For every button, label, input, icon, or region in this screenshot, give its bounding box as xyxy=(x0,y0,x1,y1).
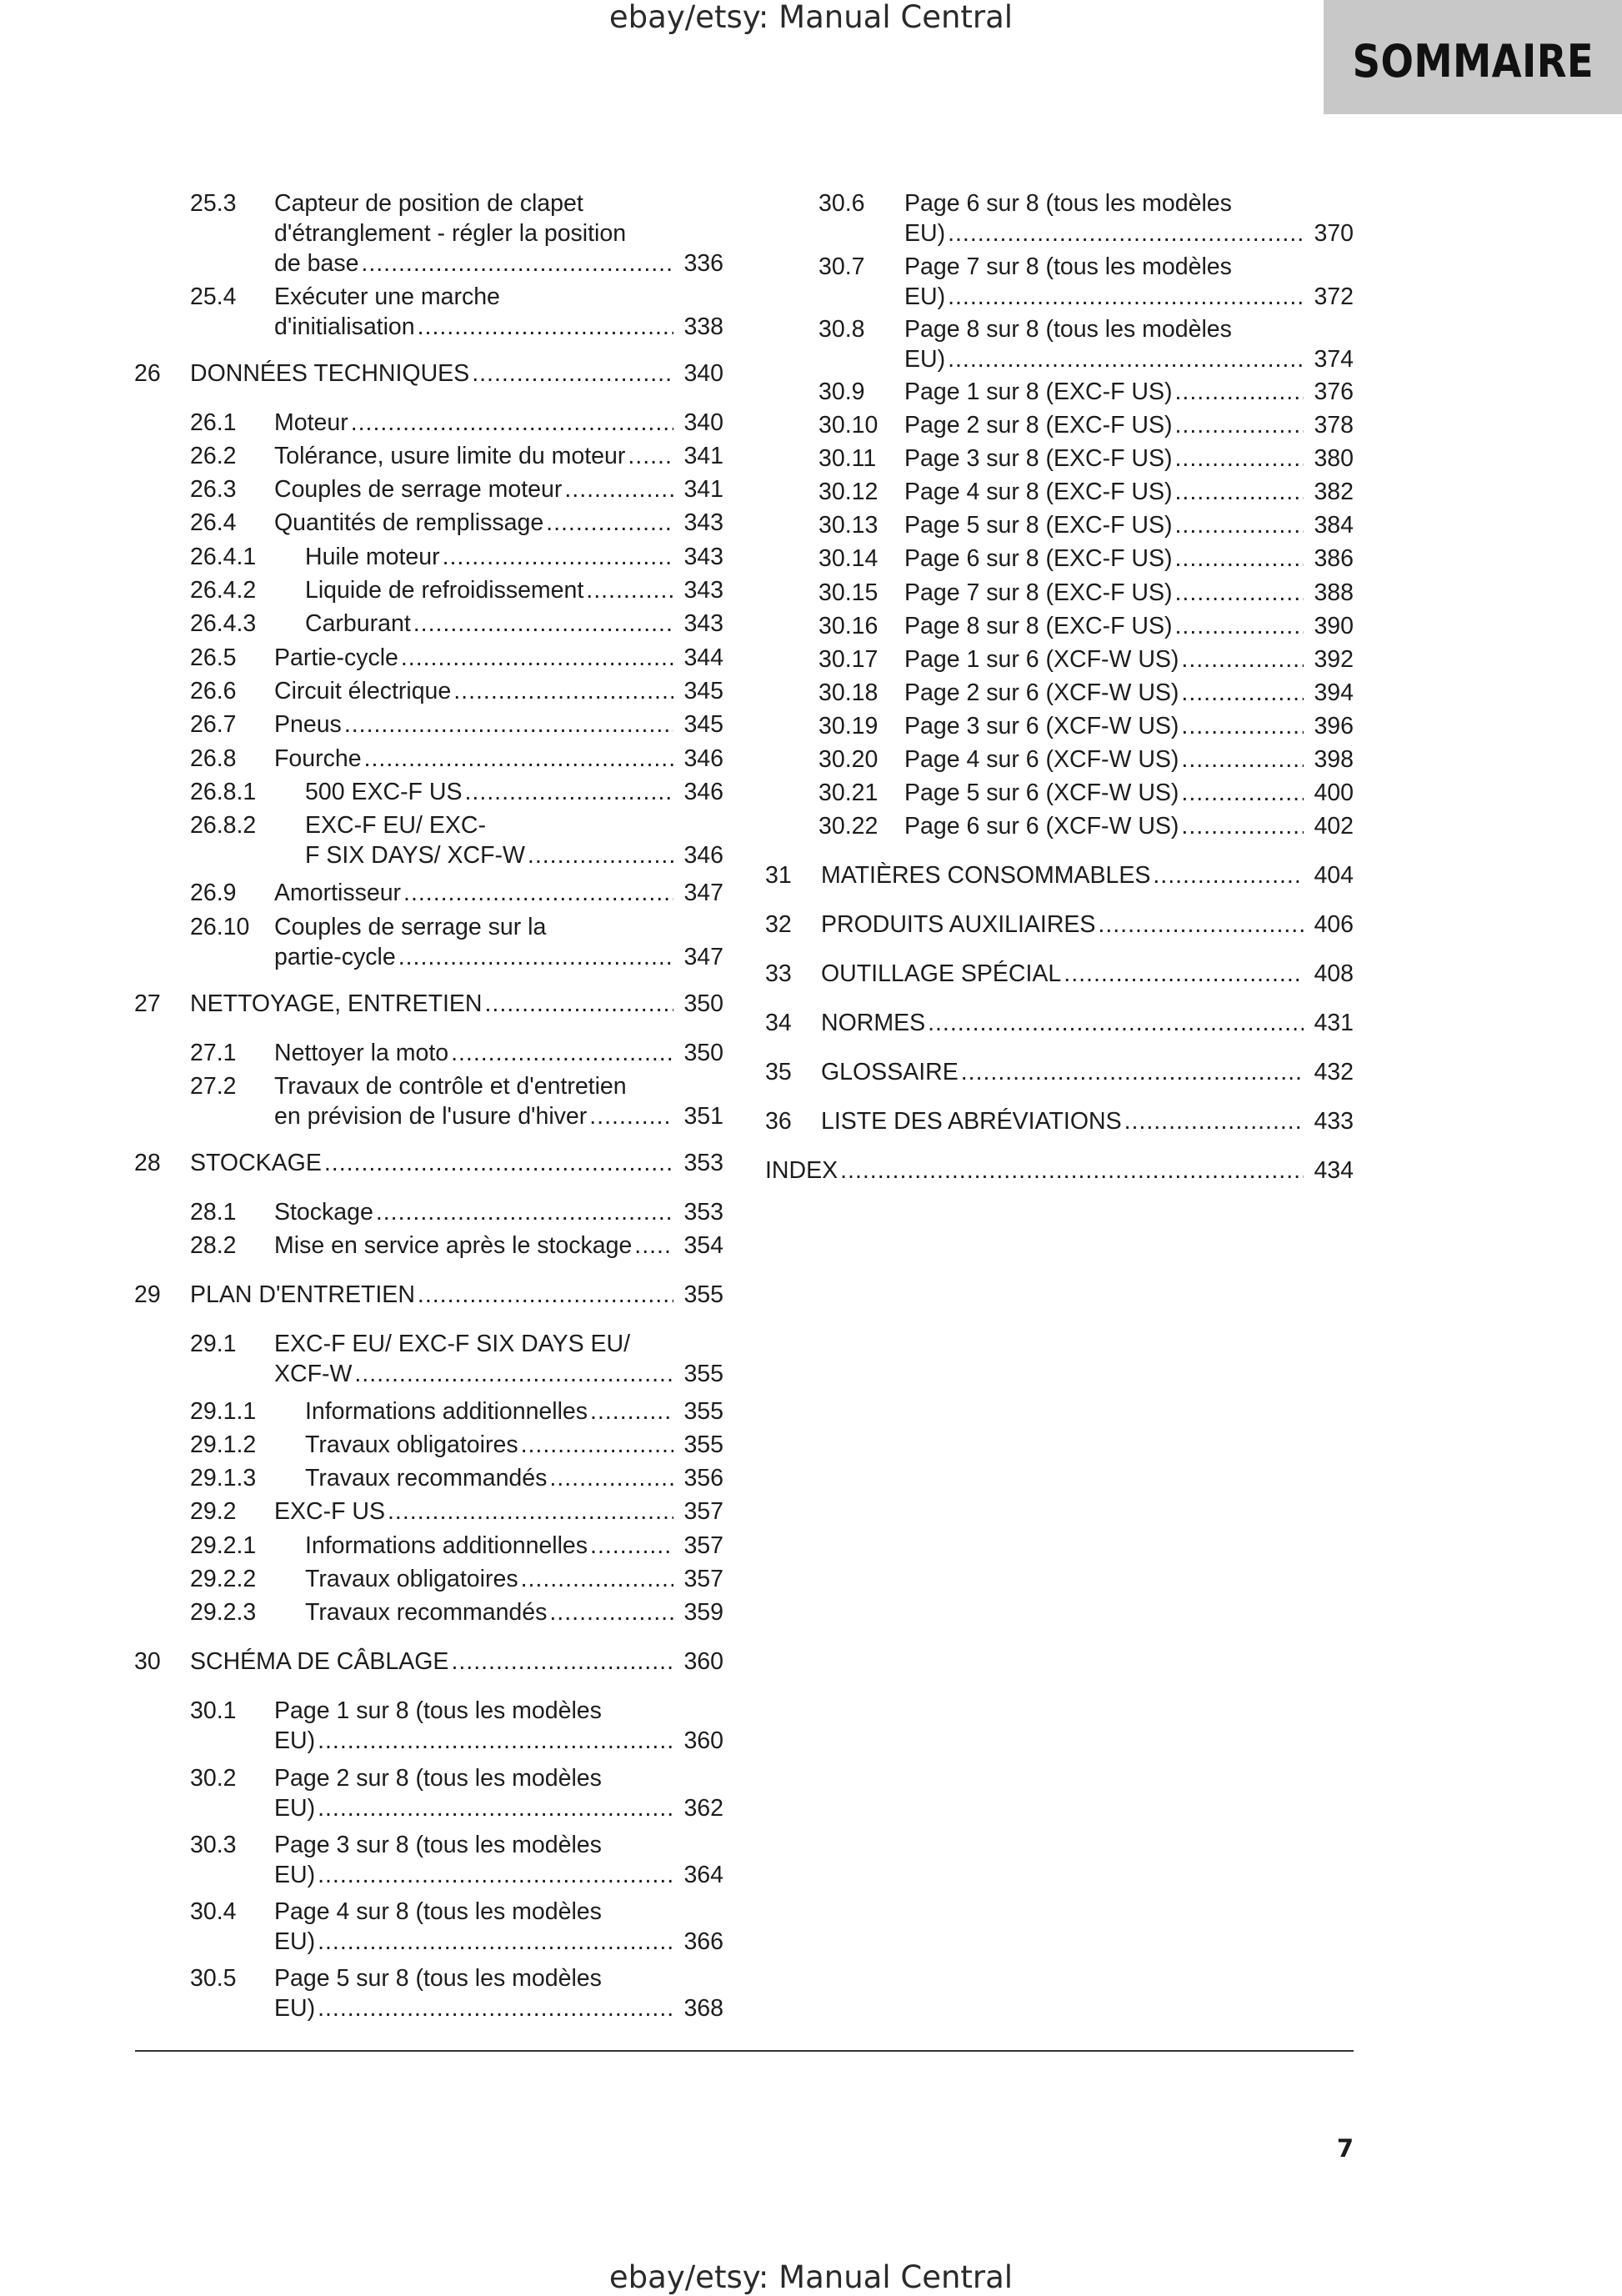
dot-leader xyxy=(840,1156,1304,1186)
dot-leader xyxy=(1175,611,1304,641)
toc-entry-title: EU) xyxy=(274,1928,316,1955)
toc-entry-number: 26 xyxy=(134,360,161,387)
toc-page-number: 357 xyxy=(683,1498,723,1525)
toc-section-entry xyxy=(819,678,1354,708)
toc-entry-title: en prévision de l'usure d'hiver xyxy=(274,1103,588,1130)
toc-page-number: 341 xyxy=(683,476,723,503)
toc-entry-title: F SIX DAYS/ XCF-W xyxy=(305,842,525,869)
toc-entry-title: EU) xyxy=(274,1727,316,1754)
toc-entry-title: Page 2 sur 6 (XCF-W US) xyxy=(904,679,1179,706)
toc-entry-number: 29.2.1 xyxy=(190,1532,257,1559)
toc-entry-number: 33 xyxy=(765,960,792,987)
toc-page-number: 356 xyxy=(683,1465,723,1491)
toc-entry-number: 30.17 xyxy=(819,646,879,673)
toc-page-number: 338 xyxy=(683,313,723,340)
toc-entry-title: Informations additionnelles xyxy=(305,1532,588,1559)
toc-entry-title: Exécuter une marche xyxy=(274,283,500,310)
toc-page-number: 336 xyxy=(683,250,723,277)
toc-entry-number: 29.2 xyxy=(190,1498,237,1525)
toc-page-number: 343 xyxy=(683,544,723,570)
toc-entry-title: Capteur de position de clapet xyxy=(274,190,583,217)
toc-page-number: 396 xyxy=(1314,713,1354,739)
toc-section-entry xyxy=(819,477,1354,507)
toc-entry-number: 26.2 xyxy=(190,443,237,469)
dot-leader xyxy=(928,1008,1304,1038)
dot-leader xyxy=(1175,410,1304,440)
toc-page-number: 343 xyxy=(683,577,723,604)
toc-page-number: 350 xyxy=(683,990,723,1017)
toc-entry-title: PRODUITS AUXILIAIRES xyxy=(821,911,1096,938)
toc-page-number: 355 xyxy=(683,1361,723,1387)
dot-leader xyxy=(1064,959,1304,989)
toc-entry-title: EU) xyxy=(904,346,946,373)
toc-entry-title: EU) xyxy=(904,220,946,247)
toc-chapter-entry xyxy=(765,1156,1354,1186)
toc-entry-title: GLOSSAIRE xyxy=(821,1059,959,1085)
toc-page-number: 355 xyxy=(683,1431,723,1458)
toc-entry-title: Moteur xyxy=(274,409,348,436)
toc-entry-title: EXC-F EU/ EXC-F SIX DAYS EU/ xyxy=(274,1331,631,1357)
toc-entry-number: 30.13 xyxy=(819,512,879,539)
section-title: SOMMAIRE xyxy=(1352,35,1594,88)
toc-page-number: 357 xyxy=(683,1566,723,1592)
toc-entry-number: 30.5 xyxy=(190,1965,237,1992)
toc-entry-title: Page 4 sur 6 (XCF-W US) xyxy=(904,746,1179,773)
toc-section-entry xyxy=(819,811,1354,841)
toc-entry-number: 26.8.1 xyxy=(190,779,257,805)
toc-entry-title: Couples de serrage moteur xyxy=(274,476,563,503)
toc-page-number: 374 xyxy=(1314,346,1354,373)
toc-entry-number: 30.20 xyxy=(819,746,879,773)
toc-entry-number: 36 xyxy=(765,1108,792,1135)
toc-entry-title: Travaux recommandés xyxy=(305,1599,548,1626)
toc-entry-title: Liquide de refroidissement xyxy=(305,577,584,604)
toc-page-number: 386 xyxy=(1314,545,1354,572)
toc-entry-title: Page 5 sur 8 (tous les modèles xyxy=(274,1965,602,1992)
toc-entry-number: 35 xyxy=(765,1059,792,1085)
toc-entry-title: Travaux obligatoires xyxy=(305,1431,518,1458)
dot-leader xyxy=(1175,477,1304,507)
toc-entry-title: Page 3 sur 6 (XCF-W US) xyxy=(904,713,1179,739)
toc-entry-number: 28.1 xyxy=(190,1199,237,1226)
dot-leader xyxy=(1153,860,1304,890)
toc-page-number: 360 xyxy=(683,1727,723,1754)
toc-page-number: 408 xyxy=(1314,960,1354,987)
toc-entry-number: 28.2 xyxy=(190,1232,237,1259)
toc-entry-title: Page 1 sur 8 (EXC-F US) xyxy=(904,378,1173,405)
toc-entry-number: 29.1.2 xyxy=(190,1431,257,1458)
toc-entry-number: 26.4.1 xyxy=(190,544,257,570)
toc-page-number: 344 xyxy=(683,644,723,671)
watermark-bottom: ebay/etsy: Manual Central xyxy=(608,2259,1014,2295)
toc-entry-number: 30.11 xyxy=(819,445,877,472)
toc-entry-title: Page 4 sur 8 (tous les modèles xyxy=(274,1898,602,1925)
toc-page-number: 384 xyxy=(1314,512,1354,539)
toc-entry-title: de base xyxy=(274,250,359,277)
toc-entry-title: Quantités de remplissage xyxy=(274,509,544,536)
toc-entry-title: PLAN D'ENTRETIEN xyxy=(190,1281,415,1308)
toc-entry-title: MATIÈRES CONSOMMABLES xyxy=(821,862,1151,889)
toc-entry-title: EU) xyxy=(904,283,946,310)
toc-page-number: 398 xyxy=(1314,746,1354,773)
toc-page-number: 345 xyxy=(683,711,723,738)
toc-entry-title: Page 1 sur 6 (XCF-W US) xyxy=(904,646,1179,673)
toc-page-number: 347 xyxy=(683,944,723,970)
dot-leader xyxy=(1124,1106,1304,1136)
dot-leader xyxy=(1181,644,1304,674)
toc-entry-number: 26.9 xyxy=(190,880,237,906)
toc-entry-title: Fourche xyxy=(274,745,362,772)
toc-entry-title: XCF-W xyxy=(274,1361,353,1387)
toc-entry-title: Page 4 sur 8 (EXC-F US) xyxy=(904,479,1173,505)
toc-entry-number: 30.9 xyxy=(819,378,865,405)
toc-entry-number: 26.4 xyxy=(190,509,237,536)
toc-section-entry xyxy=(819,188,1354,248)
toc-entry-title: Page 7 sur 8 (EXC-F US) xyxy=(904,579,1173,606)
toc-section-entry xyxy=(819,578,1354,608)
dot-leader xyxy=(1181,744,1304,775)
toc-page-number: 431 xyxy=(1314,1010,1354,1036)
dot-leader xyxy=(1175,377,1304,407)
toc-section-entry xyxy=(819,544,1354,574)
toc-entry-title: Couples de serrage sur la xyxy=(274,914,547,940)
toc-entry-title: EU) xyxy=(274,1795,316,1822)
toc-entry-title: Page 7 sur 8 (tous les modèles xyxy=(904,253,1232,280)
toc-section-entry xyxy=(819,744,1354,775)
toc-entry-number: 29.1.3 xyxy=(190,1465,257,1491)
toc-page-number: 355 xyxy=(683,1398,723,1425)
toc-page-number: 340 xyxy=(683,409,723,436)
toc-entry-title: Travaux recommandés xyxy=(305,1465,548,1491)
toc-entry-number: 30.6 xyxy=(819,190,865,217)
toc-entry-number: 26.8.2 xyxy=(190,812,257,839)
dot-leader xyxy=(1175,578,1304,608)
toc-entry-number: 27 xyxy=(134,990,161,1017)
toc-entry-title: Huile moteur xyxy=(305,544,440,570)
toc-entry-title: Page 8 sur 8 (EXC-F US) xyxy=(904,613,1173,639)
dot-leader xyxy=(948,344,1304,374)
toc-page-number: 368 xyxy=(683,1995,723,2022)
toc-page-number: 347 xyxy=(683,880,723,906)
toc-entry-title: Page 2 sur 8 (tous les modèles xyxy=(274,1765,602,1792)
toc-entry-title: Page 3 sur 8 (EXC-F US) xyxy=(904,445,1173,472)
toc-chapter-entry xyxy=(765,860,1354,890)
toc-entry-number: 26.1 xyxy=(190,409,237,436)
toc-page-number: 340 xyxy=(683,360,723,387)
toc-entry-title: partie-cycle xyxy=(274,944,396,970)
toc-page-number: 345 xyxy=(683,678,723,704)
toc-entry-title: Page 3 sur 8 (tous les modèles xyxy=(274,1832,602,1858)
toc-page-number: 433 xyxy=(1314,1108,1354,1135)
toc-entry-number: 30.18 xyxy=(819,679,879,706)
toc-page-number: 355 xyxy=(683,1281,723,1308)
toc-entry-number: 25.3 xyxy=(190,190,237,217)
page-number: 7 xyxy=(1336,2134,1354,2163)
toc-chapter-entry xyxy=(765,1057,1354,1087)
toc-entry-number: 29.2.2 xyxy=(190,1566,257,1592)
toc-entry-title: INDEX xyxy=(765,1157,839,1184)
toc-entry-title: DONNÉES TECHNIQUES xyxy=(190,360,470,387)
toc-page-number: 343 xyxy=(683,509,723,536)
toc-entry-title: 500 EXC-F US xyxy=(305,779,463,805)
toc-page-number: 370 xyxy=(1314,220,1354,247)
toc-entry-number: 30.2 xyxy=(190,1765,237,1792)
toc-page-number: 404 xyxy=(1314,862,1354,889)
toc-entry-number: 30.19 xyxy=(819,713,879,739)
toc-page-number: 394 xyxy=(1314,679,1354,706)
toc-entry-number: 27.2 xyxy=(190,1073,237,1100)
dot-leader xyxy=(948,218,1304,248)
toc-chapter-entry xyxy=(765,910,1354,940)
toc-page-number: 346 xyxy=(683,842,723,869)
toc-entry-title: Page 6 sur 8 (EXC-F US) xyxy=(904,545,1173,572)
toc-entry-title: Amortisseur xyxy=(274,880,402,906)
dot-leader xyxy=(1181,778,1304,808)
toc-entry-title: LISTE DES ABRÉVIATIONS xyxy=(821,1108,1122,1135)
toc-entry-title: Page 6 sur 8 (tous les modèles xyxy=(904,190,1232,217)
toc-page-number: 380 xyxy=(1314,445,1354,472)
toc-entry-title: Carburant xyxy=(305,610,411,637)
toc-section-entry xyxy=(819,510,1354,540)
toc-entry-title: EU) xyxy=(274,1862,316,1888)
toc-entry-title: EU) xyxy=(274,1995,316,2022)
toc-entry-title: OUTILLAGE SPÉCIAL xyxy=(821,960,1062,987)
toc-entry-title: Partie-cycle xyxy=(274,644,398,671)
toc-entry-title: Mise en service après le stockage xyxy=(274,1232,633,1259)
toc-entry-number: 30.21 xyxy=(819,780,879,806)
toc-entry-title: Travaux obligatoires xyxy=(305,1566,518,1592)
dot-leader xyxy=(961,1057,1304,1087)
toc-entry-number: 34 xyxy=(765,1010,792,1036)
toc-entry-title: EXC-F US xyxy=(274,1498,386,1525)
toc-entry-number: 26.5 xyxy=(190,644,237,671)
toc-page-number: 346 xyxy=(683,745,723,772)
footer-divider xyxy=(135,2050,1354,2052)
dot-leader xyxy=(1175,510,1304,540)
toc-entry-number: 30.4 xyxy=(190,1898,237,1925)
toc-entry-number: 29.1 xyxy=(190,1331,237,1357)
toc-page-number: 357 xyxy=(683,1532,723,1559)
toc-entry-number: 30.15 xyxy=(819,579,879,606)
toc-page-number: 392 xyxy=(1314,646,1354,673)
toc-entry-title: Page 8 sur 8 (tous les modèles xyxy=(904,316,1232,343)
toc-page-number: 346 xyxy=(683,779,723,805)
toc-page-number: 351 xyxy=(683,1103,723,1130)
toc-page-number: 359 xyxy=(683,1599,723,1626)
toc-entry-number: 30.3 xyxy=(190,1832,237,1858)
toc-entry-title: Pneus xyxy=(274,711,342,738)
dot-leader xyxy=(1181,711,1304,741)
toc-section-entry xyxy=(819,314,1354,374)
dot-leader xyxy=(1181,811,1304,841)
toc-entry-title: Page 1 sur 8 (tous les modèles xyxy=(274,1697,602,1724)
toc-page-number: 362 xyxy=(683,1795,723,1822)
toc-page-number: 372 xyxy=(1314,283,1354,310)
toc-page-number: 400 xyxy=(1314,780,1354,806)
toc-page-number: 360 xyxy=(683,1648,723,1675)
toc-page-number: 388 xyxy=(1314,579,1354,606)
toc-entry-number: 31 xyxy=(765,862,792,889)
toc-section-entry xyxy=(819,444,1354,474)
toc-entry-number: 26.7 xyxy=(190,711,237,738)
toc-page-number: 434 xyxy=(1314,1157,1354,1184)
toc-section-entry xyxy=(819,644,1354,674)
toc-page-number: 366 xyxy=(683,1928,723,1955)
toc-entry-number: 26.6 xyxy=(190,678,237,704)
toc-entry-title: Tolérance, usure limite du moteur xyxy=(274,443,626,469)
toc-entry-number: 25.4 xyxy=(190,283,237,310)
toc-entry-number: 30.12 xyxy=(819,479,879,505)
toc-entry-number: 29.2.3 xyxy=(190,1599,257,1626)
toc-entry-number: 30.10 xyxy=(819,412,879,439)
toc-entry-title: NORMES xyxy=(821,1010,926,1036)
toc-chapter-entry xyxy=(765,1106,1354,1136)
toc-entry-number: 30.1 xyxy=(190,1697,237,1724)
toc-entry-title: Page 2 sur 8 (EXC-F US) xyxy=(904,412,1173,439)
toc-section-entry xyxy=(819,711,1354,741)
toc-entry-number: 28 xyxy=(134,1150,161,1176)
toc-page-number: 350 xyxy=(683,1040,723,1066)
dot-leader xyxy=(1175,444,1304,474)
toc-section-entry xyxy=(819,377,1354,407)
toc-page-number: 378 xyxy=(1314,412,1354,439)
toc-section-entry xyxy=(819,410,1354,440)
toc-entry-title: Page 5 sur 8 (EXC-F US) xyxy=(904,512,1173,539)
toc-page-number: 353 xyxy=(683,1150,723,1176)
toc-entry-title: STOCKAGE xyxy=(190,1150,322,1176)
toc-entry-number: 26.4.3 xyxy=(190,610,257,637)
toc-section-entry xyxy=(819,611,1354,641)
toc-page-number: 354 xyxy=(683,1232,723,1259)
toc-entry-title: Nettoyer la moto xyxy=(274,1040,449,1066)
toc-entry-title: NETTOYAGE, ENTRETIEN xyxy=(190,990,483,1017)
toc-entry-number: 29.1.1 xyxy=(190,1398,257,1425)
toc-page-number: 432 xyxy=(1314,1059,1354,1085)
toc-entry-title: Page 5 sur 6 (XCF-W US) xyxy=(904,780,1179,806)
dot-leader xyxy=(948,282,1304,312)
toc-entry-number: 29 xyxy=(134,1281,161,1308)
toc-entry-number: 26.10 xyxy=(190,914,250,940)
dot-leader xyxy=(1175,544,1304,574)
toc-entry-number: 30.16 xyxy=(819,613,879,639)
toc-entry-title: Travaux de contrôle et d'entretien xyxy=(274,1073,627,1100)
toc-entry-number: 26.4.2 xyxy=(190,577,257,604)
toc-entry-title: EXC-F EU/ EXC- xyxy=(305,812,486,839)
toc-entry-number: 26.3 xyxy=(190,476,237,503)
toc-entry-title: Stockage xyxy=(274,1199,373,1226)
dot-leader xyxy=(1181,678,1304,708)
toc-entry-title: d'initialisation xyxy=(274,313,415,340)
toc-chapter-entry xyxy=(765,959,1354,989)
toc-entry-number: 30.14 xyxy=(819,545,879,572)
toc-entry-number: 30.8 xyxy=(819,316,865,343)
toc-entry-title: d'étranglement - régler la position xyxy=(274,220,627,247)
toc-page-number: 402 xyxy=(1314,813,1354,840)
toc-page-number: 364 xyxy=(683,1862,723,1888)
toc-entry-title: Informations additionnelles xyxy=(305,1398,588,1425)
toc-page-number: 343 xyxy=(683,610,723,637)
watermark-top: ebay/etsy: Manual Central xyxy=(608,0,1014,35)
toc-entry-number: 30.22 xyxy=(819,813,879,840)
toc-entry-number: 30.7 xyxy=(819,253,865,280)
toc-page-number: 341 xyxy=(683,443,723,469)
toc-entry-title: Circuit électrique xyxy=(274,678,452,704)
toc-page-number: 390 xyxy=(1314,613,1354,639)
toc-chapter-entry xyxy=(765,1008,1354,1038)
toc-entry-title: Page 6 sur 6 (XCF-W US) xyxy=(904,813,1179,840)
toc-entry-number: 26.8 xyxy=(190,745,237,772)
toc-section-entry xyxy=(819,778,1354,808)
dot-leader xyxy=(1098,910,1304,940)
toc-page-number: 382 xyxy=(1314,479,1354,505)
toc-page-number: 376 xyxy=(1314,378,1354,405)
toc-entry-title: SCHÉMA DE CÂBLAGE xyxy=(190,1648,449,1675)
toc-entry-number: 32 xyxy=(765,911,792,938)
toc-page-number: 406 xyxy=(1314,911,1354,938)
toc-entry-number: 27.1 xyxy=(190,1040,237,1066)
toc-page-number: 353 xyxy=(683,1199,723,1226)
toc-section-entry xyxy=(819,252,1354,312)
toc-entry-number: 30 xyxy=(134,1648,161,1675)
